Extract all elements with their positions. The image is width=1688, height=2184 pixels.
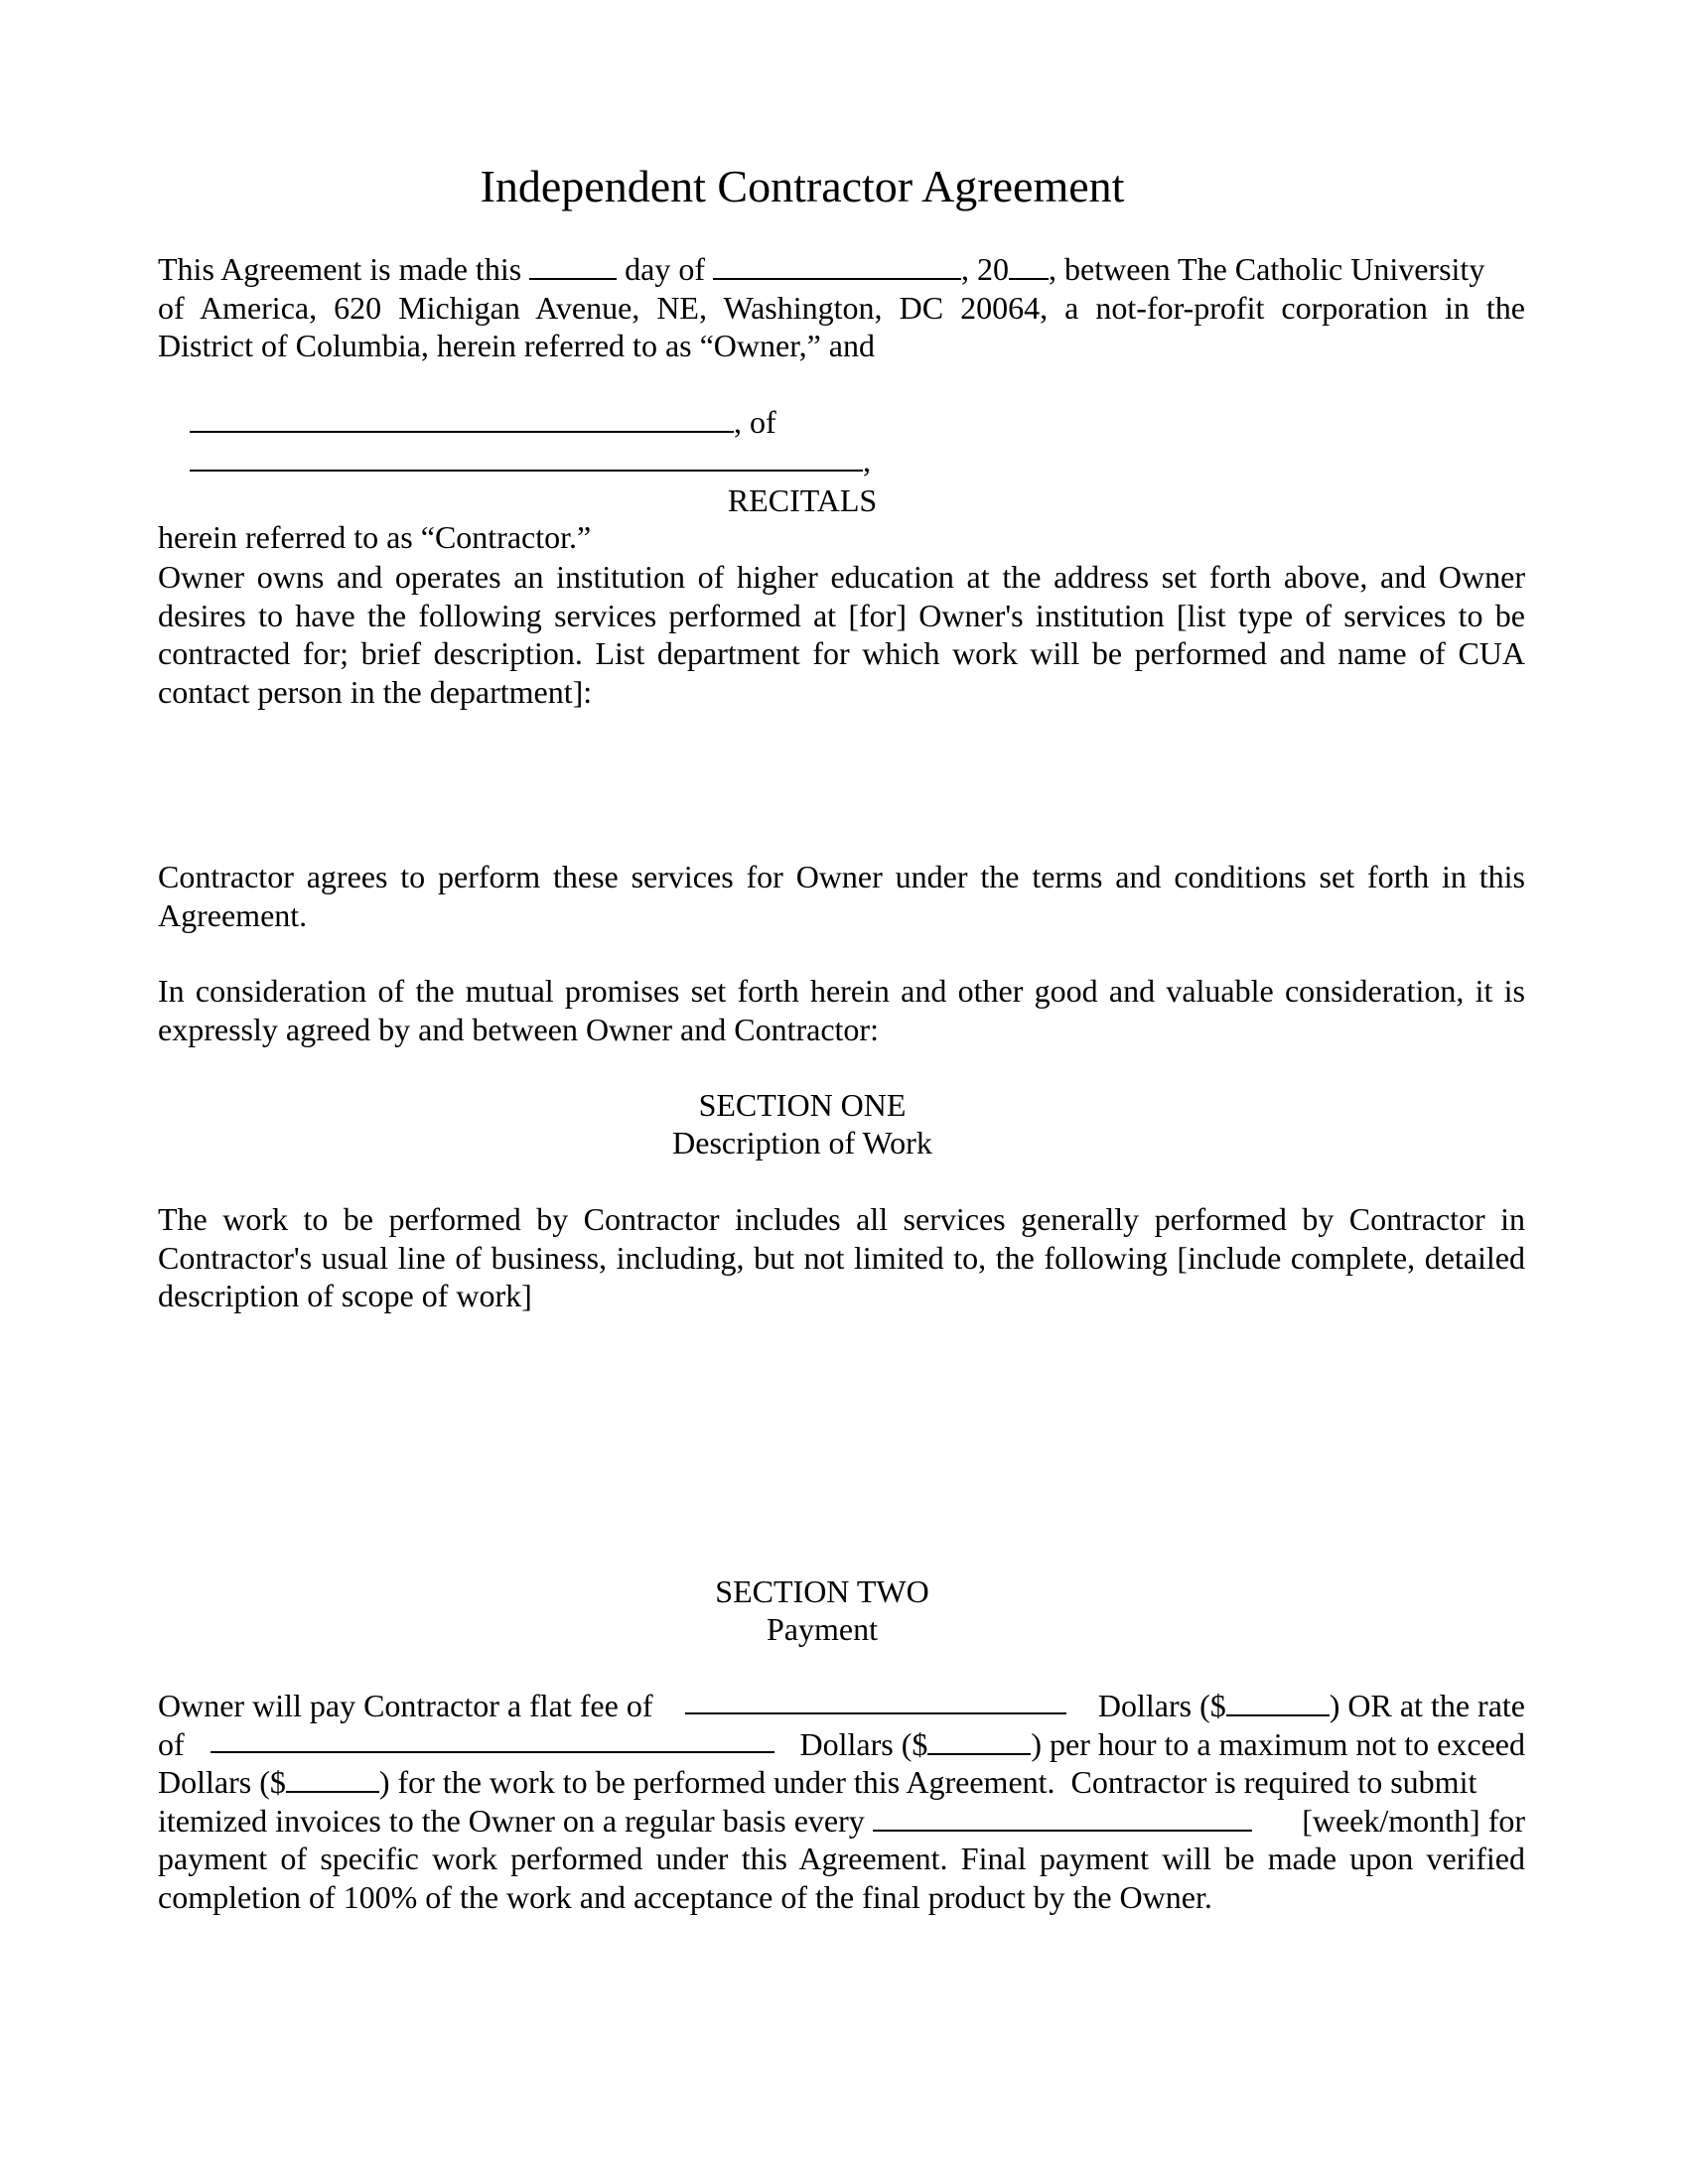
contractor-address-blank[interactable]: [190, 444, 863, 472]
page-title: Independent Contractor Agreement: [480, 161, 1125, 211]
payment-line: payment of specific work performed under this Agreement. Final payment will be made upon verified: [158, 1841, 1525, 1876]
intro-text: , 20: [961, 251, 1010, 287]
intro-text: , of: [734, 404, 776, 440]
payment-text: of: [158, 1725, 185, 1762]
payment-text: Owner will pay Contractor a flat fee of: [158, 1688, 653, 1723]
section-two-heading: SECTION TWO: [715, 1573, 929, 1609]
recitals-paragraph: Owner owns and operates an institution of higher education at the address set forth above, and Owner desires to have the following services performed at [for] Owner's institution [list type of services to be contracted for; brief description. List department for which work will be performed and name of CUA contact person in the department]:: [158, 559, 1525, 710]
intro-text: , between The Catholic University: [1049, 251, 1485, 287]
hourly-rate-words-blank[interactable]: [211, 1725, 774, 1753]
hourly-rate-amount-blank[interactable]: [927, 1727, 1031, 1755]
payment-paragraph: [158, 1687, 1525, 1916]
payment-text: ) OR at the rate: [1329, 1688, 1525, 1723]
payment-text: Dollars ($: [158, 1764, 286, 1800]
intro-line: of America, 620 Michigan Avenue, NE, Washington, DC 20064, a not-for-profit corporation in the: [158, 289, 1525, 326]
recitals-paragraph: Contractor agrees to perform these services for Owner under the terms and conditions set forth in this Agreement.: [158, 859, 1525, 933]
intro-text: This Agreement is made this: [158, 251, 522, 287]
intro-text: ,: [863, 442, 871, 478]
year-blank[interactable]: [1009, 252, 1049, 280]
payment-text: ) for the work to be performed under this Agreement. Contractor is required to submit: [378, 1764, 1477, 1800]
section-one-paragraph: The work to be performed by Contractor includes all services generally performed by Contractor in Contractor's usual line of business, including, but not limited to, the following [include complete, detailed description of scope of work]: [158, 1201, 1525, 1313]
payment-text: [week/month] for: [1302, 1802, 1525, 1839]
section-two-subheading: Payment: [767, 1611, 878, 1647]
payment-text: Dollars ($: [1097, 1688, 1226, 1723]
intro-text: day of: [625, 251, 706, 287]
intro-line: District of Columbia, herein referred to as “Owner,” and: [158, 328, 875, 363]
invoice-frequency-blank[interactable]: [873, 1804, 1252, 1832]
payment-text: ) per hour to a maximum not to exceed: [1031, 1725, 1525, 1762]
recitals-paragraph: In consideration of the mutual promises set forth herein and other good and valuable consideration, it is expressly agreed by and between Owner and Contractor:: [158, 973, 1525, 1047]
flat-fee-amount-blank[interactable]: [1226, 1689, 1330, 1716]
maximum-amount-blank[interactable]: [286, 1765, 379, 1793]
day-blank[interactable]: [529, 252, 617, 280]
intro-line: herein referred to as “Contractor.”: [158, 518, 592, 555]
recitals-heading: RECITALS: [727, 482, 878, 518]
section-one-heading: SECTION ONE: [698, 1087, 907, 1123]
payment-text: Dollars ($: [799, 1725, 928, 1762]
section-one-subheading: Description of Work: [672, 1125, 932, 1160]
flat-fee-words-blank[interactable]: [685, 1687, 1066, 1714]
month-blank[interactable]: [713, 252, 961, 280]
contractor-name-blank[interactable]: [190, 405, 734, 433]
payment-text: itemized invoices to the Owner on a regular basis every: [158, 1802, 865, 1839]
payment-line: completion of 100% of the work and acceptance of the final product by the Owner.: [158, 1878, 1212, 1915]
